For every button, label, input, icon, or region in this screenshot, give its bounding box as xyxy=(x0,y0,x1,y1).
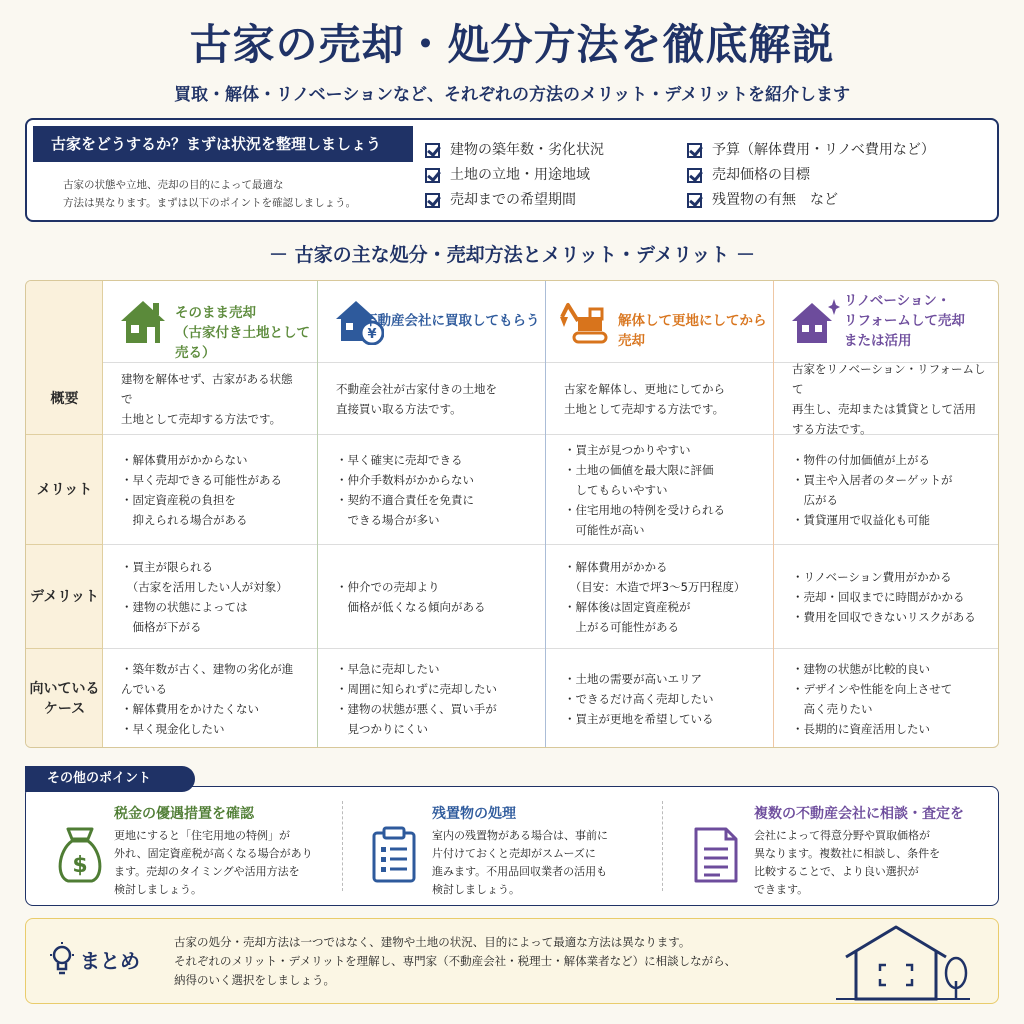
row-label-demerit: デメリット xyxy=(26,545,103,649)
other-points-box xyxy=(25,786,999,906)
cell-line: 古家をリノベーション・リフォームして xyxy=(792,361,986,396)
cell-line: 見つかりにくい xyxy=(336,722,428,736)
column-title xyxy=(618,311,773,351)
summary-text xyxy=(174,933,736,990)
cell-line: ・買主や入居者のターゲットが xyxy=(792,472,953,487)
cell-line: 広がる xyxy=(792,492,838,507)
column-title-line: リフォームして売却 xyxy=(844,313,965,329)
cell-line: してもらいやすい xyxy=(564,482,668,497)
divider xyxy=(662,801,663,891)
cell-line: ・解体後は固定資産税が xyxy=(564,599,691,614)
cell-line: ・建物の状態が悪く、買い手が xyxy=(336,702,497,716)
other-points-tab: その他のポイント xyxy=(25,766,195,792)
checkbox-icon xyxy=(425,168,440,183)
checklist-label: 売却までの希望期間 xyxy=(450,192,576,208)
checklist-item xyxy=(687,163,935,188)
point-text-line: できます。 xyxy=(754,883,809,896)
page-subtitle: 買取・解体・リノベーションなど、それぞれの方法のメリット・デメリットを紹介します xyxy=(174,85,850,105)
cell-line: ・土地の需要が高いエリア xyxy=(564,672,702,686)
intro-text-line: 方法は異なります。まずは以下のポイントを確認しましょう。 xyxy=(63,197,357,209)
checklist-label: 土地の立地・用途地域 xyxy=(450,167,590,183)
point-text-line: 更地にすると「住宅用地の特例」が xyxy=(114,829,290,842)
column-title-line: そのまま売却 xyxy=(175,305,256,321)
cell-line: 建物を解体せず、古家がある状態で xyxy=(121,371,293,406)
cell-line: 直接買い取る方法です。 xyxy=(336,401,462,416)
cell-line: ・土地の価値を最大限に評価 xyxy=(564,462,714,477)
column-company-buyback xyxy=(318,281,546,748)
cell-overview xyxy=(103,363,317,435)
column-title-line: 解体して更地にしてから売却 xyxy=(618,313,767,349)
cell-line: 高く売りたい xyxy=(792,702,873,716)
cell-demerit xyxy=(103,545,317,649)
cell-line: （目安：木造で坪3～5万円程度） xyxy=(564,579,746,594)
cell-line: 抑えられる場合がある xyxy=(121,512,248,527)
column-title-line: または活用 xyxy=(844,333,912,349)
point-text-line: 外れ、固定資産税が高くなる場合があり xyxy=(114,847,313,860)
checklist-left xyxy=(425,138,604,213)
column-title-line: 不動産会社に買取してもらう xyxy=(364,313,540,329)
cell-line: ・固定資産税の負担を xyxy=(121,492,236,507)
summary-text-line: それぞれのメリット・デメリットを理解し、専門家（不動産会社・税理士・解体業者など）に相談しながら、 xyxy=(174,954,737,968)
cell-cases xyxy=(318,649,545,748)
cell-merit xyxy=(103,435,317,545)
cell-overview xyxy=(774,363,999,435)
checklist-label: 売却価格の目標 xyxy=(712,167,810,183)
cell-line: 上がる可能性がある xyxy=(564,619,679,634)
row-label-overview: 概要 xyxy=(26,363,103,435)
checkbox-icon xyxy=(425,193,440,208)
row-label-column xyxy=(26,281,103,748)
house-icon xyxy=(117,297,169,345)
point-text-line: 比較することで、より良い選択が xyxy=(754,865,919,878)
point-title: 複数の不動産会社に相談・査定を xyxy=(754,806,964,822)
cell-line: 不動産会社が古家付きの土地を xyxy=(336,381,497,396)
point-tax xyxy=(52,803,342,899)
house-illustration-icon xyxy=(832,923,972,1003)
cell-line: ・早く売却できる可能性がある xyxy=(121,472,282,487)
cell-line: 古家を解体し、更地にしてから xyxy=(564,381,725,396)
cell-line: 可能性が高い xyxy=(564,522,645,537)
point-remaining-items xyxy=(366,803,656,899)
cell-line: ・解体費用がかからない xyxy=(121,452,248,467)
point-multiple-appraisal xyxy=(688,803,988,899)
checklist-item xyxy=(425,163,604,188)
checklist-item xyxy=(687,138,935,163)
column-title xyxy=(175,303,317,363)
cell-line: ・早く現金化したい xyxy=(121,722,225,736)
column-title-line: リノベーション・ xyxy=(844,293,951,309)
cell-cases xyxy=(774,649,999,748)
cell-line: （古家を活用したい人が対象） xyxy=(121,579,288,594)
cell-merit xyxy=(774,435,999,545)
page-title: 古家の売却・処分方法を徹底解説 xyxy=(189,20,835,69)
cell-line: ・できるだけ高く売却したい xyxy=(564,692,714,706)
cell-line: ・費用を回収できないリスクがある xyxy=(792,609,976,624)
checklist-right xyxy=(687,138,935,213)
cell-line: ・住宅用地の特例を受けられる xyxy=(564,502,725,517)
point-text-line: 検討しましょう。 xyxy=(432,883,520,896)
cell-line: ・買主が更地を希望している xyxy=(564,712,714,726)
point-text-line: 検討しましょう。 xyxy=(114,883,202,896)
point-text-line: ます。売却のタイミングや活用方法を xyxy=(114,865,300,878)
column-header xyxy=(318,281,545,363)
svg-text:¥: ¥ xyxy=(367,327,377,342)
cell-cases xyxy=(103,649,317,748)
cell-line: ・解体費用をかけたくない xyxy=(121,702,259,716)
checkbox-icon xyxy=(425,143,440,158)
cell-line: 価格が下がる xyxy=(121,619,202,634)
cell-line: ・デザインや性能を向上させて xyxy=(792,682,953,696)
checkbox-icon xyxy=(687,193,702,208)
summary-text-line: 納得のいく選択をしましょう。 xyxy=(174,973,335,987)
point-text xyxy=(432,827,608,899)
column-title-line: （古家付き土地として売る） xyxy=(175,325,310,361)
cell-line: 再生し、売却または賃貸として活用 xyxy=(792,401,976,416)
cell-line: ・仲介での売却より xyxy=(336,579,440,594)
cell-overview xyxy=(318,363,545,435)
checklist-label: 予算（解体費用・リノベ費用など） xyxy=(712,142,935,158)
point-title: 税金の優遇措置を確認 xyxy=(114,806,254,822)
cell-line: ・物件の付加価値が上がる xyxy=(792,452,930,467)
cell-line: ・買主が見つかりやすい xyxy=(564,442,691,457)
clipboard-icon xyxy=(366,825,422,885)
checkbox-icon xyxy=(687,168,702,183)
cell-line: ・売却・回収までに時間がかかる xyxy=(792,589,965,604)
column-header xyxy=(103,281,317,363)
cell-merit xyxy=(546,435,773,545)
section-title: － 古家の主な処分・売却方法とメリット・デメリット － xyxy=(269,244,755,266)
cell-overview xyxy=(546,363,773,435)
cell-demerit xyxy=(546,545,773,649)
cell-demerit xyxy=(774,545,999,649)
comparison-table xyxy=(25,280,999,748)
point-text-line: 室内の残置物がある場合は、事前に xyxy=(432,829,608,842)
checklist-label: 建物の築年数・劣化状況 xyxy=(450,142,604,158)
cell-demerit xyxy=(318,545,545,649)
checkbox-icon xyxy=(687,143,702,158)
checklist-item xyxy=(425,138,604,163)
summary-text-line: 古家の処分・売却方法は一つではなく、建物や土地の状況、目的によって最適な方法は異なります。 xyxy=(174,935,691,949)
column-header xyxy=(774,281,999,363)
cell-line: ・仲介手数料がかからない xyxy=(336,472,474,487)
cell-line: 土地として売却する方法です。 xyxy=(564,401,725,416)
point-text xyxy=(754,827,940,899)
row-label-cases: 向いている ケース xyxy=(29,681,100,717)
column-title xyxy=(844,291,965,351)
lightbulb-icon xyxy=(48,941,76,977)
cell-line: ・長期的に資産活用したい xyxy=(792,722,930,736)
summary-label: まとめ xyxy=(80,949,140,973)
column-title xyxy=(364,311,540,331)
row-label-merit: メリット xyxy=(26,435,103,545)
cell-line: ・賃貸運用で収益化も可能 xyxy=(792,512,930,527)
cell-line: ・周囲に知られずに売却したい xyxy=(336,682,497,696)
divider xyxy=(342,801,343,891)
svg-text:$: $ xyxy=(72,853,88,878)
intro-box xyxy=(25,118,999,222)
document-icon xyxy=(688,825,744,885)
cell-line: ・早く確実に売却できる xyxy=(336,452,463,467)
point-title: 残置物の処理 xyxy=(432,806,516,822)
intro-text-line: 古家の状態や立地、売却の目的によって最適な xyxy=(63,179,284,191)
cell-line: ・建物の状態が比較的良い xyxy=(792,662,930,676)
point-text-line: 片付けておくと売却がスムーズに xyxy=(432,847,596,860)
cell-line: 価格が低くなる傾向がある xyxy=(336,599,486,614)
column-header xyxy=(546,281,773,363)
cell-line: ・早急に売却したい xyxy=(336,662,440,676)
point-text-line: 会社によって得意分野や買取価格が xyxy=(754,829,930,842)
cell-line: ・解体費用がかかる xyxy=(564,559,668,574)
point-text xyxy=(114,827,313,899)
point-text-line: 異なります。複数社に相談し、条件を xyxy=(754,847,941,860)
cell-line: ・建物の状態によっては xyxy=(121,599,248,614)
column-demolish-then-sell xyxy=(546,281,774,748)
cell-line: する方法です。 xyxy=(792,421,872,436)
summary-box xyxy=(25,918,999,1004)
point-text-line: 進みます。不用品回収業者の活用も xyxy=(432,865,608,878)
cell-line: ・契約不適合責任を免責に xyxy=(336,492,474,507)
checklist-item xyxy=(687,188,935,213)
intro-heading: 古家をどうするか？まずは状況を整理しましょう xyxy=(33,126,413,162)
intro-text xyxy=(63,176,413,212)
money-bag-icon xyxy=(52,825,108,885)
cell-line: ・築年数が古く、建物の劣化が進んでいる xyxy=(121,662,294,696)
column-sell-as-is xyxy=(103,281,318,748)
cell-line: ・リノベーション費用がかかる xyxy=(792,569,952,584)
checklist-item xyxy=(425,188,604,213)
cell-cases xyxy=(546,649,773,748)
checklist-label: 残置物の有無 など xyxy=(712,192,838,208)
cell-line: できる場合が多い xyxy=(336,512,440,527)
cell-line: ・買主が限られる xyxy=(121,559,213,574)
excavator-icon xyxy=(560,297,612,345)
house-sparkle-icon xyxy=(788,297,840,345)
cell-merit xyxy=(318,435,545,545)
column-renovate xyxy=(774,281,999,748)
cell-line: 土地として売却する方法です。 xyxy=(121,411,282,426)
